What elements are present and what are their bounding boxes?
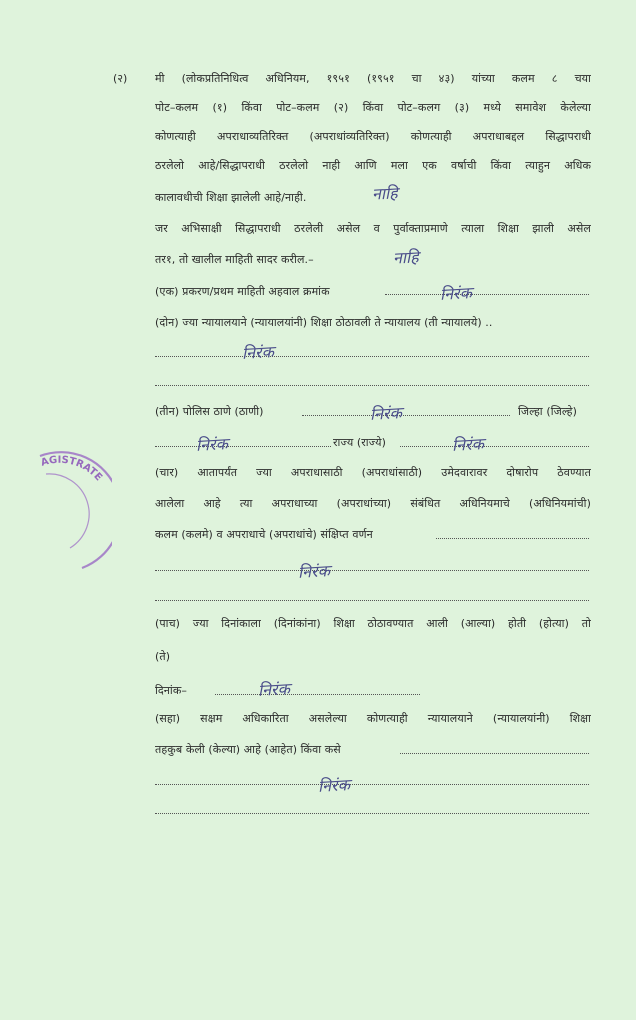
field-saha-blank-inline — [400, 753, 589, 754]
handwritten-nirank-district: निरंक — [195, 434, 229, 455]
field-don-label: (दोन) ज्या न्यायालयाने (न्यायालयांनी) शिक्षा ठोठावली ते न्यायालय (ती न्यायालये) .. — [155, 316, 493, 329]
handwritten-nirank-dinank: निरंक — [257, 679, 291, 700]
field-dinank-blank — [215, 694, 420, 695]
field-saha-blank-1 — [155, 784, 589, 785]
stamp-text: AGISTRATE — [39, 454, 105, 484]
field-saha-blank-2 — [155, 813, 589, 814]
field-teen-state-blank — [400, 446, 589, 447]
svg-text:AGISTRATE — [40, 455, 105, 484]
paragraph-line-3: कोणत्याही अपराधाव्यतिरिक्त (अपराधांव्यतिरिक्त) कोणत्याही अपराधाबद्दल सिद्धापराधी — [155, 130, 591, 143]
field-saha-line-1: (सहा) सक्षम अधिकारिता असलेल्या कोणत्याही न्यायालयाने (न्यायालयांनी) शिक्षा — [155, 712, 591, 725]
item-number: (२) — [113, 72, 128, 85]
handwritten-nirank-ek: निरंक — [439, 283, 473, 304]
handwritten-nirank-police: निरंक — [369, 403, 403, 424]
handwritten-nahi-1: नाहि — [371, 183, 399, 204]
field-saha-line-2: तहकुब केली (केल्या) आहे (आहेत) किंवा कसे — [155, 743, 341, 756]
handwritten-nirank-char: निरंक — [297, 561, 331, 582]
handwritten-nirank-don: निरंक — [241, 342, 275, 363]
handwritten-nirank-state: निरंक — [451, 434, 485, 455]
field-char-blank-2 — [155, 600, 589, 601]
paragraph-line-5: कालावधीची शिक्षा झालेली आहे/नाही. — [155, 191, 307, 204]
paragraph-line-1: मी (लोकप्रतिनिधित्व अधिनियम, १९५१ (१९५१ चा ४३) यांच्या कलम ८ चया — [155, 72, 591, 85]
field-char-blank-1 — [155, 570, 589, 571]
field-teen-police-label: (तीन) पोलिस ठाणे (ठाणी) — [155, 405, 264, 418]
field-char-line-3: कलम (कलमे) व अपराधाचे (अपराधांचे) संक्षिप्त वर्णन — [155, 528, 373, 541]
paragraph-line-6: जर अभिसाक्षी सिद्धापराधी ठरलेली असेल व पुर्वाक्ताप्रमाणे त्याला शिक्षा झाली असेल — [155, 222, 591, 235]
field-ek-label: (एक) प्रकरण/प्रथम माहिती अहवाल क्रमांक — [155, 285, 330, 298]
field-paach-line-2: (ते) — [155, 650, 171, 663]
field-char-line-1: (चार) आतापर्यंत ज्या अपराधासाठी (अपराधांसाठी) उमेदवारावर दोषारोप ठेवण्यात — [155, 466, 591, 479]
field-teen-district-label: जिल्हा (जिल्हे) — [518, 405, 578, 418]
handwritten-nirank-saha: निरंक — [317, 775, 351, 796]
field-don-blank-2 — [155, 385, 589, 386]
field-char-blank-inline — [436, 538, 589, 539]
field-teen-police-blank — [302, 415, 510, 416]
field-char-line-2: आलेला आहे त्या अपराधाच्या (अपराधांच्या) संबंधित अधिनियमाचे (अधिनियमांची) — [155, 497, 591, 510]
handwritten-nahi-2: नाहि — [392, 247, 420, 268]
paragraph-line-4: ठरलेलो आहे/सिद्धापराधी ठरलेलो नाही आणि मला एक वर्षाची किंवा त्याहुन अधिक — [155, 159, 591, 172]
field-paach-line-1: (पाच) ज्या दिनांकाला (दिनांकांना) शिक्षा ठोठावण्यात आली (आल्या) होती (होत्या) तो — [155, 617, 591, 630]
paragraph-line-7: तर१, तो खालील माहिती सादर करील.– — [155, 253, 314, 266]
field-teen-state-label: राज्य (राज्ये) — [333, 436, 387, 449]
field-dinank-label: दिनांक– — [155, 684, 187, 697]
field-ek-blank — [385, 294, 589, 295]
paragraph-line-2: पोट–कलम (१) किंवा पोट–कलम (२) किंवा पोट–कलग (३) मध्ये समावेश केलेल्या — [155, 101, 591, 114]
magistrate-stamp — [22, 448, 112, 578]
field-don-blank-1 — [155, 356, 589, 357]
field-teen-district-blank — [155, 446, 331, 447]
